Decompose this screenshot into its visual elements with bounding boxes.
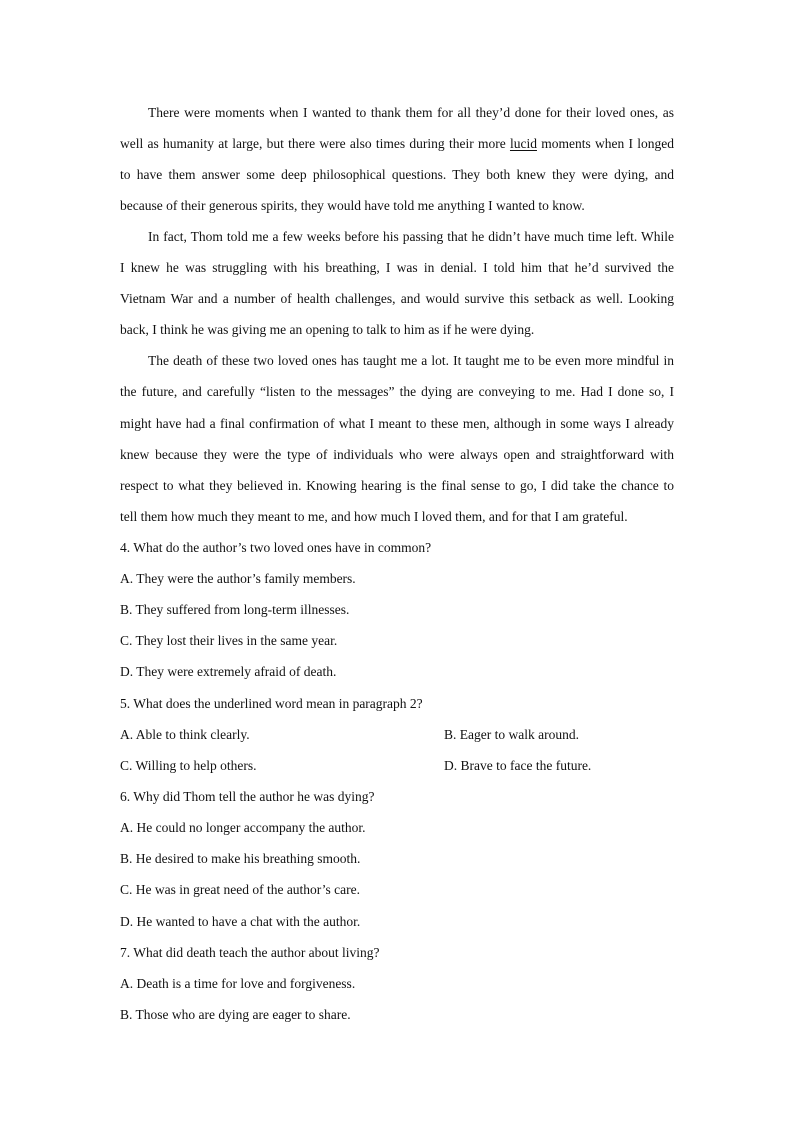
paragraph-line: back, I think he was giving me an opening to talk to him as if he were dying. <box>120 322 535 337</box>
paragraph-line: to have them answer some deep philosophical questions. They both knew they were dying, and <box>120 167 674 182</box>
question-stem: 7. What did death teach the author about living? <box>120 945 380 960</box>
paragraph-line: the future, and carefully “listen to the messages” the dying are conveying to me. Had I done so, I <box>120 384 674 399</box>
text-span: moments when I longed <box>541 136 675 151</box>
paragraph-line: because of their generous spirits, they would have told me anything I wanted to know. <box>120 198 585 213</box>
option-d: D. They were extremely afraid of death. <box>120 664 337 679</box>
paragraph-line: might have had a final confirmation of what I meant to these men, although in some ways I already <box>120 416 674 431</box>
paragraph-line: knew because they were the type of individuals who were always open and straightforward with <box>120 447 674 462</box>
option-d: D. He wanted to have a chat with the author. <box>120 914 361 929</box>
paragraph-line: Vietnam War and a number of health challenges, and would survive this setback as well. Looking <box>120 291 674 306</box>
paragraph-line: There were moments when I wanted to thank them for all they’d done for their loved ones, as <box>148 105 674 120</box>
option-b: B. He desired to make his breathing smooth. <box>120 851 361 866</box>
question-stem: 6. Why did Thom tell the author he was dying? <box>120 789 375 804</box>
paragraph-line <box>120 134 674 154</box>
question-stem: 5. What does the underlined word mean in paragraph 2? <box>120 696 423 711</box>
question-stem: 4. What do the author’s two loved ones have in common? <box>120 540 432 555</box>
option-c: C. Willing to help others. <box>120 758 257 773</box>
paragraph-line: I knew he was struggling with his breathing, I was in denial. I told him that he’d survived the <box>120 260 674 275</box>
option-b: B. Eager to walk around. <box>444 727 579 742</box>
option-a: A. Death is a time for love and forgiveness. <box>120 976 356 991</box>
paragraph-line: tell them how much they meant to me, and how much I loved them, and for that I am grateful. <box>120 509 628 524</box>
paragraph-line: In fact, Thom told me a few weeks before his passing that he didn’t have much time left. While <box>148 229 674 244</box>
option-a: A. They were the author’s family members. <box>120 571 356 586</box>
option-c: C. He was in great need of the author’s care. <box>120 882 361 897</box>
paragraph-line: respect to what they believed in. Knowing hearing is the final sense to go, I did take the chance to <box>120 478 674 493</box>
text-span: well as humanity at large, but there were also times during their more <box>120 136 506 151</box>
option-a: A. Able to think clearly. <box>120 727 250 742</box>
option-d: D. Brave to face the future. <box>444 758 592 773</box>
option-b: B. Those who are dying are eager to share. <box>120 1007 351 1022</box>
underlined-word: lucid <box>509 136 537 151</box>
paragraph-line: The death of these two loved ones has taught me a lot. It taught me to be even more mindful in <box>148 353 674 368</box>
option-a: A. He could no longer accompany the author. <box>120 820 366 835</box>
option-c: C. They lost their lives in the same year. <box>120 633 338 648</box>
option-b: B. They suffered from long-term illnesses. <box>120 602 350 617</box>
